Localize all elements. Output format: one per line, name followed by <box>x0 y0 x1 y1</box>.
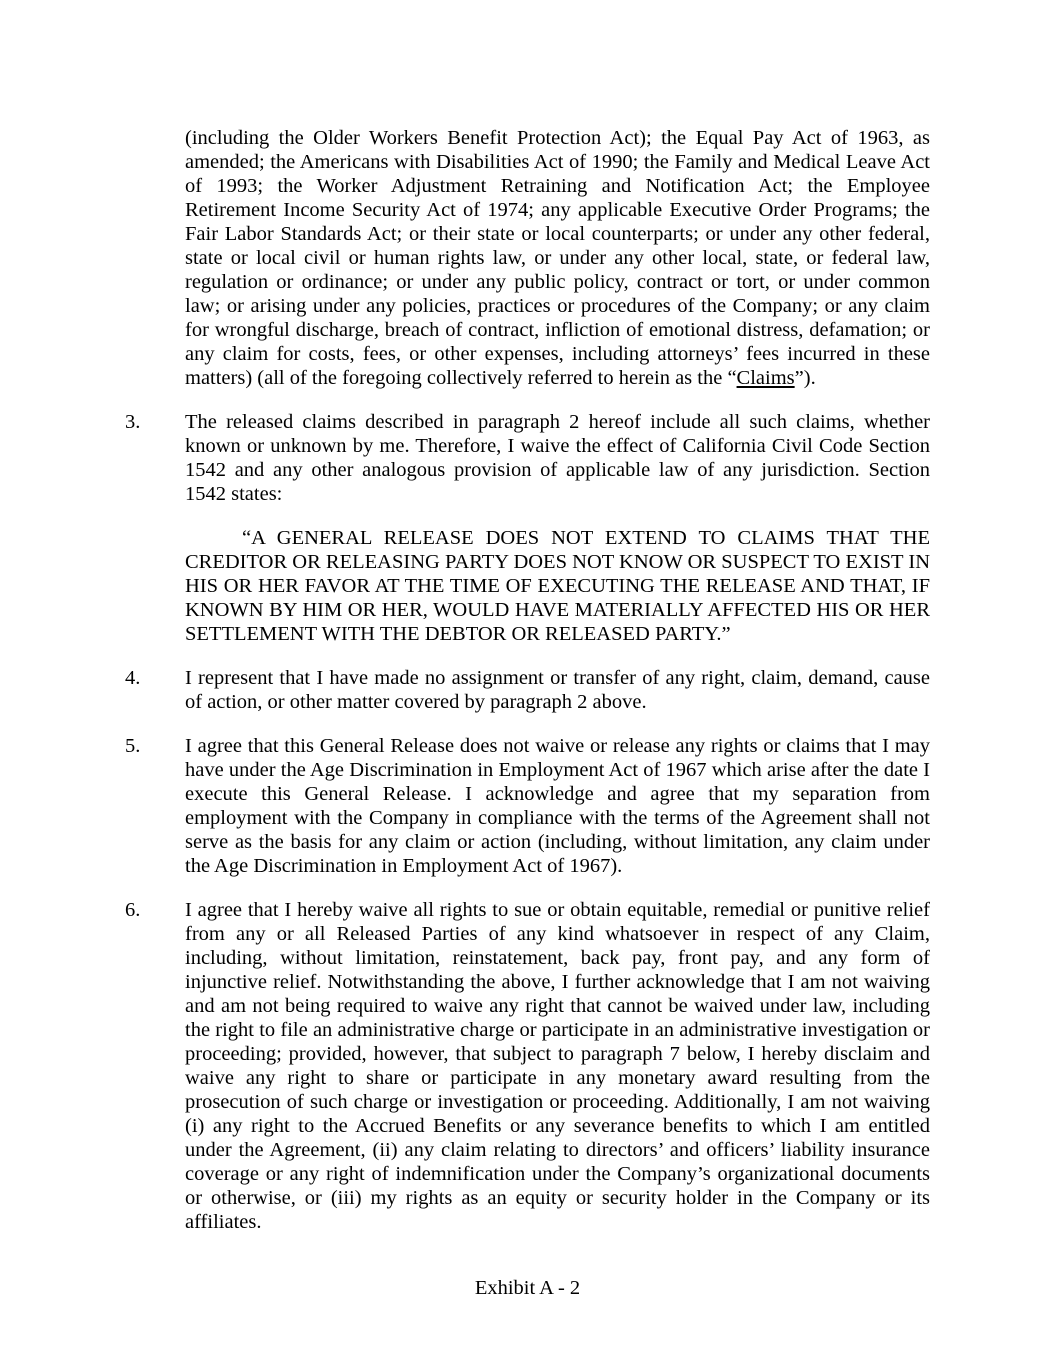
paragraph-6-number: 6. <box>125 899 141 921</box>
section-1542-quote: “A GENERAL RELEASE DOES NOT EXTEND TO CLAIMS THAT THE CREDITOR OR RELEASING PARTY DOES NOT KNOW OR SUSPECT TO EXIST IN HIS OR HER FAVOR AT THE TIME OF EXECUTING THE RELEASE AND THAT, IF KNOWN BY HIM OR HER, WOULD HAVE MATERIALLY AFFECTED HIS OR HER SETTLEMENT WITH THE DEBTOR OR RELEASED PARTY.” <box>185 527 930 645</box>
exhibit-label: Exhibit A - 2 <box>474 1277 581 1299</box>
paragraph-5-number: 5. <box>125 735 141 757</box>
paragraph-2-continuation <box>185 126 930 390</box>
claims-underlined-term: Claims <box>736 367 795 389</box>
paragraph-3-text: The released claims described in paragraph 2 hereof include all such claims, whether known or unknown by me. Therefore, I waive the effect of California Civil Code Section 1542 and any other analogous provision of applicable law of any jurisdiction. Section 1542 states: <box>185 411 930 505</box>
paragraph-2-continuation-suffix: ”). <box>794 367 816 389</box>
page-footer <box>0 1276 1055 1300</box>
paragraph-3 <box>125 410 930 506</box>
document-content <box>125 126 930 1234</box>
paragraph-3-number: 3. <box>125 411 141 433</box>
paragraph-4-text: I represent that I have made no assignment or transfer of any right, claim, demand, cause of action, or other matter covered by paragraph 2 above. <box>185 667 930 713</box>
paragraph-4-number: 4. <box>125 667 141 689</box>
paragraph-6 <box>125 898 930 1234</box>
paragraph-5 <box>125 734 930 878</box>
paragraph-5-text: I agree that this General Release does not waive or release any rights or claims that I may have under the Age Discrimination in Employment Act of 1967 which arise after the date I execute this General Release. I acknowledge and agree that my separation from employment with the Company in compliance with the terms of the Agreement shall not serve as the basis for any claim or action (including, without limitation, any claim under the Age Discrimination in Employment Act of 1967). <box>185 735 930 877</box>
paragraph-2-continuation-text: (including the Older Workers Benefit Protection Act); the Equal Pay Act of 1963, as amended; the Americans with Disabilities Act of 1990; the Family and Medical Leave Act of 1993; the Worker Adjustment Retraining and Notification Act; the Employee Retirement Income Security Act of 1974; any applicable Executive Order Programs; the Fair Labor Standards Act; or their state or local counterparts; or under any other federal, state or local civil or human rights law, or under any other local, state, or federal law, regulation or ordinance; or under any public policy, contract or tort, or under common law; or arising under any policies, practices or procedures of the Company; or any claim for wrongful discharge, breach of contract, infliction of emotional distress, defamation; or any claim for costs, fees, or other expenses, including attorneys’ fees incurred in these matters) (all of the foregoing collectively referred to herein as the “ <box>185 127 930 389</box>
paragraph-4 <box>125 666 930 714</box>
paragraph-6-text: I agree that I hereby waive all rights to sue or obtain equitable, remedial or punitive relief from any or all Released Parties of any kind whatsoever in respect of any Claim, including, without limitation, reinstatement, back pay, front pay, and any form of injunctive relief. Notwithstanding the above, I further acknowledge that I am not waiving and am not being required to waive any right that cannot be waived under law, including the right to file an administrative charge or participate in an administrative investigation or proceeding; provided, however, that subject to paragraph 7 below, I hereby disclaim and waive any right to share or participate in any monetary award resulting from the prosecution of such charge or investigation or proceeding. Additionally, I am not waiving (i) any right to the Accrued Benefits or any severance benefits to which I am entitled under the Agreement, (ii) any claim relating to directors’ and officers’ liability insurance coverage or any right of indemnification under the Company’s organizational documents or otherwise, or (iii) my rights as an equity or security holder in the Company or its affiliates. <box>185 899 930 1233</box>
